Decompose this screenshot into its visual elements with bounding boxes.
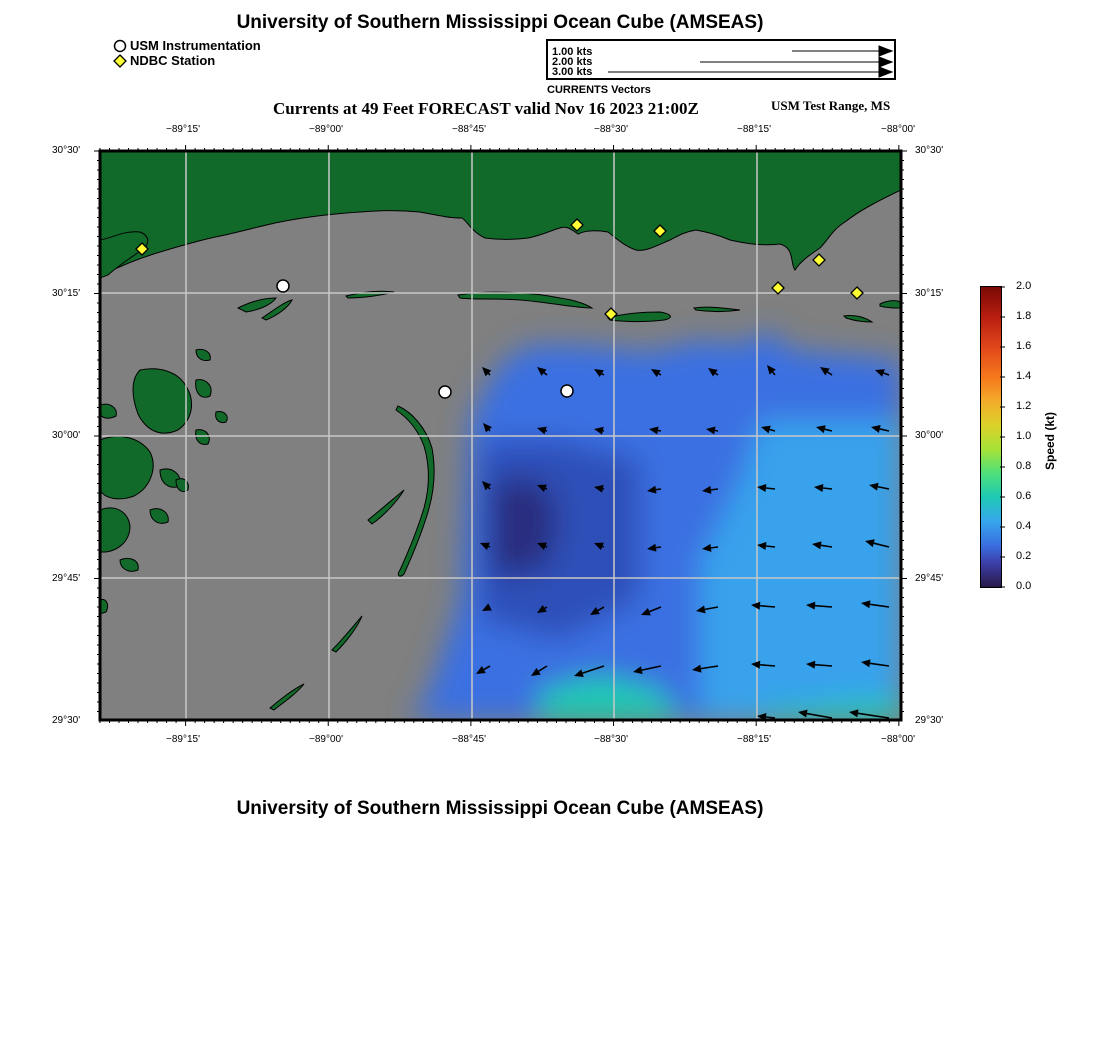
- current-vector-shaft: [766, 546, 775, 547]
- colorbar-tick: 1.6: [1016, 340, 1032, 352]
- current-vector-shaft: [766, 488, 775, 489]
- lon-tick-bottom-6: −88°00': [881, 734, 915, 745]
- lon-tick-bottom-1: −89°15': [166, 734, 200, 745]
- lon-tick-top-4: −88°30': [594, 124, 628, 135]
- lon-tick-bottom-2: −89°00': [309, 734, 343, 745]
- current-vector-shaft: [488, 546, 490, 547]
- lon-tick-top-2: −89°00': [309, 124, 343, 135]
- colorbar-gradient: [980, 286, 1002, 588]
- colorbar-tick: 1.4: [1016, 370, 1032, 382]
- lat-tick-right-4: 29°45': [915, 573, 944, 584]
- lon-tick-bottom-5: −88°15': [737, 734, 771, 745]
- colorbar-tick: 1.2: [1016, 400, 1032, 412]
- scale-entry-3: 3.00 kts: [552, 66, 593, 78]
- lat-tick-left-2: 30°15': [52, 288, 81, 299]
- lon-tick-bottom-4: −88°30': [594, 734, 628, 745]
- lat-tick-left-1: 30°30': [52, 145, 81, 156]
- colorbar-tick: 1.8: [1016, 310, 1032, 322]
- lon-tick-top-3: −88°45': [452, 124, 486, 135]
- lat-tick-left-3: 30°00': [52, 430, 81, 441]
- colorbar-tick: 0.4: [1016, 520, 1032, 532]
- current-vector-shaft: [545, 488, 547, 489]
- usm-instrument-marker[interactable]: [439, 386, 451, 398]
- colorbar: [980, 280, 1080, 592]
- current-vector-shaft: [658, 430, 661, 431]
- legend-label: NDBC Station: [130, 53, 216, 68]
- colorbar-tick-marks: [1000, 286, 1010, 588]
- colorbar-tick: 0.8: [1016, 460, 1032, 472]
- lat-tick-right-2: 30°15': [915, 288, 944, 299]
- current-vector-shaft: [656, 547, 661, 548]
- vector-scale-caption: CURRENTS Vectors: [547, 84, 651, 96]
- colorbar-tick: 0.6: [1016, 490, 1032, 502]
- current-vector-shaft: [489, 430, 490, 431]
- current-vector-shaft: [602, 546, 604, 547]
- colorbar-title: Speed (kt): [1043, 411, 1057, 470]
- range-label: USM Test Range, MS: [771, 98, 891, 113]
- colorbar-tick: 0.2: [1016, 550, 1032, 562]
- map-title: Currents at 49 Feet FORECAST valid Nov 16 2023 21:00Z: [273, 99, 699, 118]
- usm-instrument-marker[interactable]: [561, 385, 573, 397]
- lon-tick-top-5: −88°15': [737, 124, 771, 135]
- colorbar-tick: 2.0: [1016, 280, 1032, 292]
- header-title: University of Southern Mississippi Ocean Cube (AMSEAS): [236, 12, 764, 33]
- current-vector-shaft: [711, 547, 718, 548]
- legend-label: USM Instrumentation: [130, 38, 261, 53]
- usm-instrument-marker[interactable]: [277, 280, 289, 292]
- current-vector-shaft: [545, 546, 547, 547]
- lat-tick-right-5: 29°30': [915, 715, 944, 726]
- lat-tick-left-4: 29°45': [52, 573, 81, 584]
- current-vector-shaft: [711, 489, 718, 490]
- lon-tick-top-6: −88°00': [881, 124, 915, 135]
- colorbar-tick: 0.0: [1016, 580, 1032, 592]
- lon-tick-top-1: −89°15': [166, 124, 200, 135]
- current-vector-shaft: [823, 488, 832, 489]
- scale-entry-2: 2.00 kts: [552, 56, 593, 68]
- lon-tick-bottom-3: −88°45': [452, 734, 486, 745]
- scale-entry-1: 1.00 kts: [552, 46, 593, 58]
- current-vector-shaft: [656, 489, 661, 490]
- footer-title: University of Southern Mississippi Ocean Cube (AMSEAS): [236, 798, 764, 819]
- lat-tick-right-1: 30°30': [915, 145, 944, 156]
- current-vector-shaft: [766, 717, 775, 718]
- current-vector-shaft: [715, 430, 718, 431]
- lat-tick-right-3: 30°00': [915, 430, 944, 441]
- colorbar-tick: 1.0: [1016, 430, 1032, 442]
- lat-tick-left-5: 29°30': [52, 715, 81, 726]
